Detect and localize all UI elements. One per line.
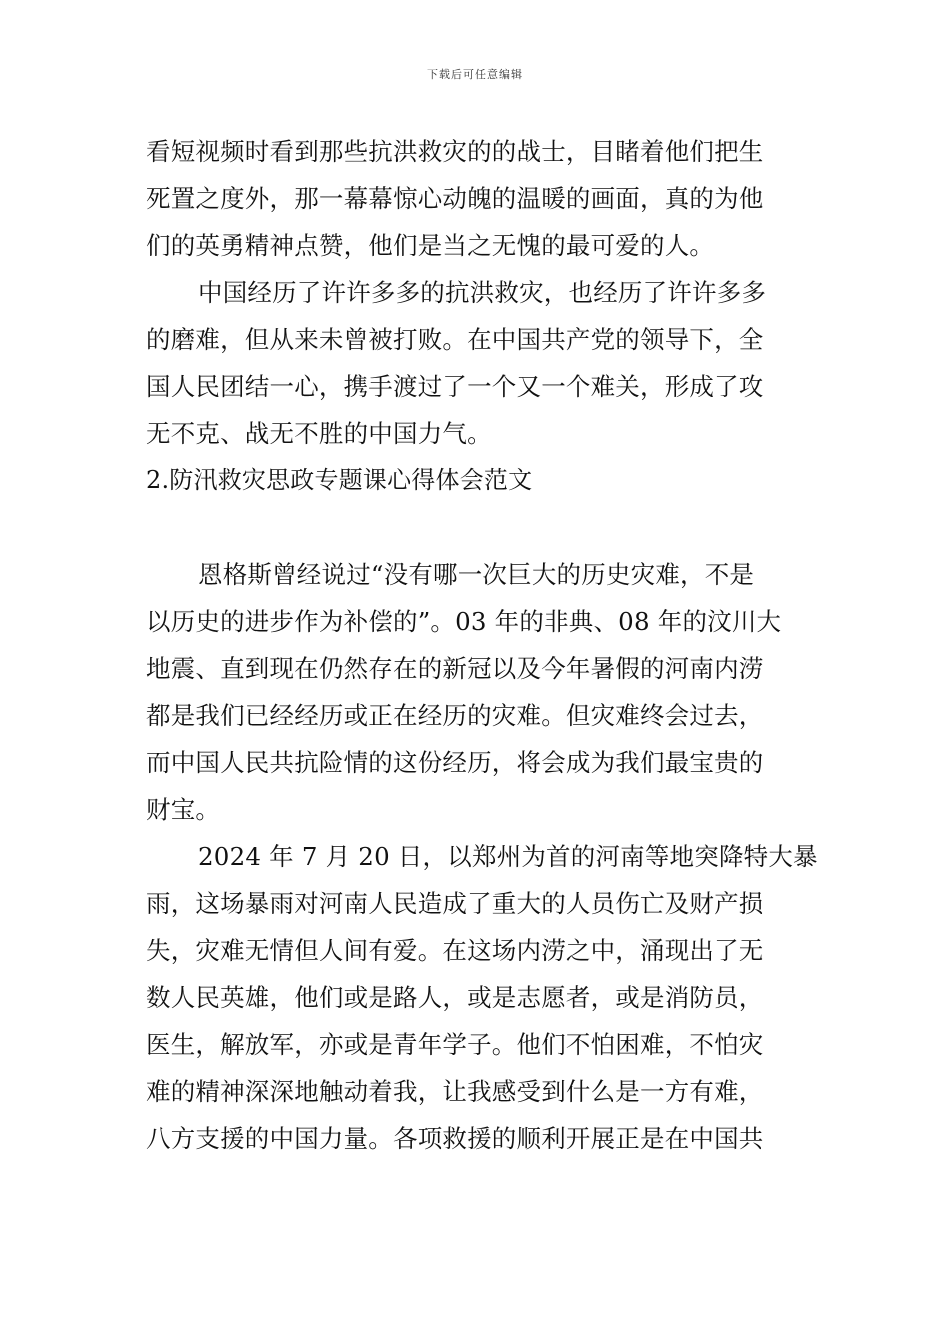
text-line: 无不克、战无不胜的中国力气。 — [146, 419, 492, 448]
document-body — [146, 128, 818, 1162]
text-line: 国人民团结一心，携手渡过了一个又一个难关，形成了攻 — [146, 372, 764, 401]
text-line: 都是我们已经经历或正在经历的灾难。但灾难终会过去， — [146, 701, 764, 730]
text-line: 地震、直到现在仍然存在的新冠以及今年暑假的河南内涝 — [146, 654, 764, 683]
text-line: 失，灾难无情但人间有爱。在这场内涝之中，涌现出了无 — [146, 936, 764, 965]
text-line: 财宝。 — [146, 795, 221, 824]
page-header: 下载后可任意编辑 — [427, 68, 523, 81]
text-line: 的磨难，但从来未曾被打败。在中国共产党的领导下，全 — [146, 325, 764, 354]
text-line: 医生，解放军，亦或是青年学子。他们不怕困难，不怕灾 — [146, 1030, 764, 1059]
text-line: 八方支援的中国力量。各项救援的顺利开展正是在中国共 — [146, 1124, 764, 1153]
text-line: 中国经历了许许多多的抗洪救灾，也经历了许许多多 — [198, 278, 767, 307]
text-line: 雨，这场暴雨对河南人民造成了重大的人员伤亡及财产损 — [146, 889, 764, 918]
text-line: 以历史的进步作为补偿的”。03 年的非典、08 年的汶川大 — [146, 607, 782, 636]
text-line: 死置之度外，那一幕幕惊心动魄的温暖的画面，真的为他 — [146, 184, 764, 213]
text-line: 难的精神深深地触动着我，让我感受到什么是一方有难， — [146, 1077, 764, 1106]
section-heading: 2.防汛救灾思政专题课心得体会范文 — [146, 466, 533, 494]
text-line: 们的英勇精神点赞，他们是当之无愧的最可爱的人。 — [146, 231, 715, 260]
text-line: 看短视频时看到那些抗洪救灾的的战士，目睹着他们把生 — [146, 137, 764, 166]
text-line: 数人民英雄，他们或是路人，或是志愿者，或是消防员， — [146, 983, 764, 1012]
text-line: 2024 年 7 月 20 日，以郑州为首的河南等地突降特大暴 — [198, 842, 818, 871]
blank-line — [146, 504, 806, 551]
text-line: 恩格斯曾经说过“没有哪一次巨大的历史灾难，不是 — [198, 560, 755, 589]
text-line: 而中国人民共抗险情的这份经历，将会成为我们最宝贵的 — [146, 748, 764, 777]
